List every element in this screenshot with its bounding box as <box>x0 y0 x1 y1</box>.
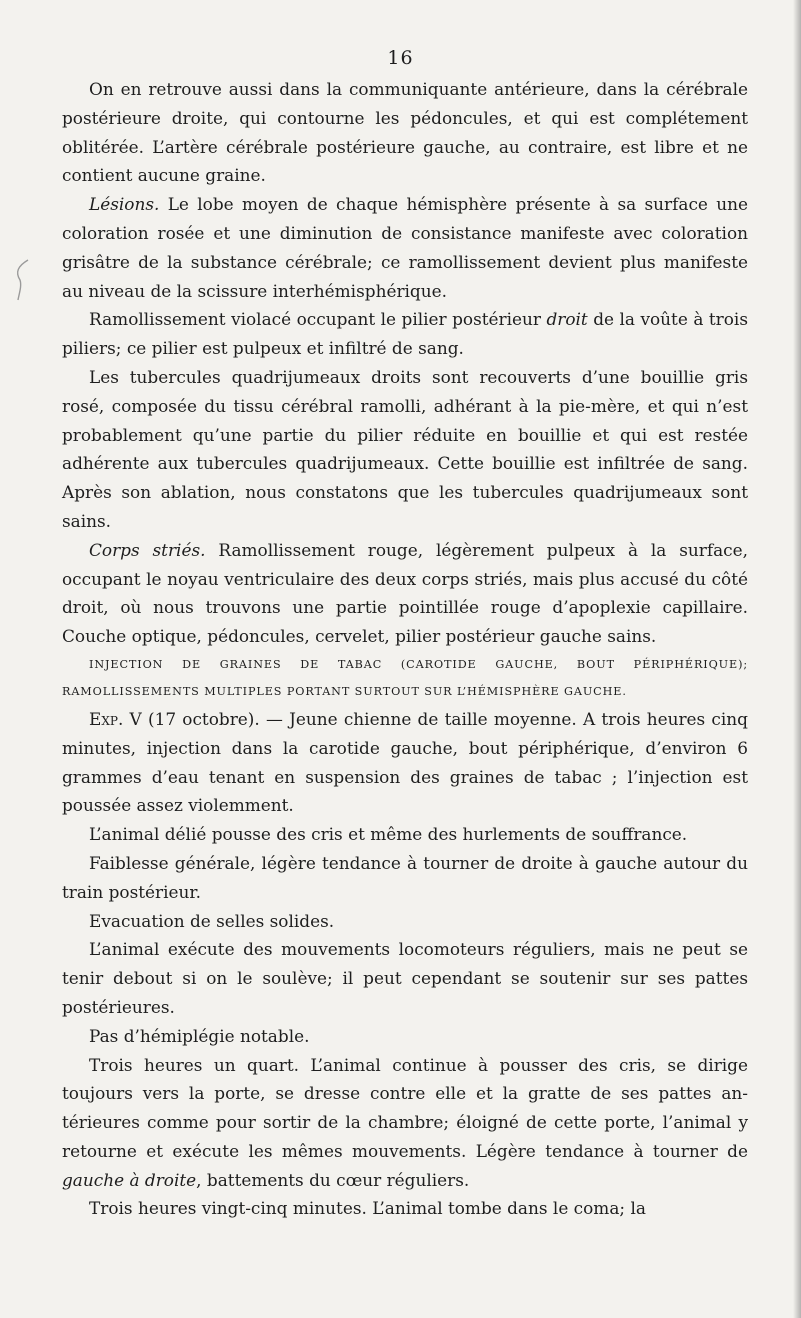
pencil-mark-icon <box>12 258 30 302</box>
emphasis: droit <box>546 309 588 330</box>
paragraph-label: Corps striés. <box>89 539 206 560</box>
paragraph-text: , battements du cœur réguliers. <box>196 1169 470 1190</box>
paragraph-text: Ramollissement violacé occupant le pilier postérieur <box>89 309 547 330</box>
emphasis: gauche à droite <box>62 1169 197 1190</box>
paragraph: Faiblesse générale, légère tendance à tourner de droite à gauche autour du train postérieur. <box>62 852 748 902</box>
paragraph: Les tubercules quadrijumeaux droits sont recouverts d’une bouillie gris rosé, composée du tissu cérébral ramolli, adhérant à la pie-mère, et qui n’est probablement qu’une partie du pilier réduite en bouillie et qui est restée adhérente aux tubercules quadrijumeaux. Cette bouillie est infiltrée de sang. Après son ablation, nous constatons que les tubercules quadrijumeaux sont sains. <box>62 366 748 531</box>
page-edge-shadow <box>793 0 801 1318</box>
paragraph: Evacuation de selles solides. <box>89 910 335 931</box>
paragraph: L’animal exécute des mouvements locomoteurs réguliers, mais ne peut se tenir debout si on le soulève; il peut cependant se soutenir sur ses pattes postérieures. <box>62 939 748 1017</box>
document-body <box>62 75 748 1223</box>
paragraph-text: Trois heures un quart. L’animal continue à pousser des cris, se dirige toujours vers la porte, se dresse contre elle et la gratte de ses pattes antérieures comme pour sortir de la chambre; éloigné de cette porte, l’animal y retourne et exécute les mêmes mouvements. Légère tendance à tourner de <box>62 1054 748 1161</box>
section-heading: INJECTION DE GRAINES DE TABAC (CAROTIDE GAUCHE, BOUT PÉRIPHÉRIQUE); RAMOLLISSEMENTS MULTIPLES PORTANT SURTOUT SUR L’HÉMISPHÈRE GAUCHE. <box>62 657 748 698</box>
paragraph: Pas d’hémiplégie notable. <box>89 1025 310 1046</box>
paragraph: Trois heures vingt-cinq minutes. L’animal tombe dans le coma; la <box>89 1198 646 1219</box>
page-number: 16 <box>387 47 414 69</box>
paragraph: L’animal délié pousse des cris et même des hurlements de souffrance. <box>89 824 688 845</box>
paragraph <box>62 190 748 305</box>
paragraph <box>62 536 748 651</box>
paragraph: On en retrouve aussi dans la communiquante antérieure, dans la cérébrale postérieure droite, qui contourne les pédoncules, et qui est complétement oblitérée. L’artère cérébrale postérieure gauche, au contraire, est libre et ne contient aucune graine. <box>62 79 748 186</box>
paragraph <box>62 1051 748 1195</box>
paragraph <box>62 305 748 363</box>
paragraph-text: Ramollissement rouge, légèrement pulpeux à la surface, occupant le noyau ventriculaire des deux corps striés, mais plus accusé du côté droit, où nous trouvons une partie pointillée rouge d’apoplexie capillaire. Couche optique, pédoncules, cervelet, pilier postérieur gauche sains. <box>62 539 748 647</box>
paragraph-text: de la voûte à trois piliers; ce pilier est pulpeux et infiltré de sang. <box>62 309 748 359</box>
paragraph-text: Le lobe moyen de chaque hémisphère présente à sa surface une coloration rosée et une diminution de consistance manifeste avec coloration grisâtre de la substance cérébrale; ce ramollissement devient plus manifeste au niveau de la scissure interhémisphérique. <box>62 194 748 301</box>
paragraph <box>62 705 748 820</box>
experiment-label: Exp. <box>89 708 124 729</box>
paragraph-text: V (17 octobre). — Jeune chienne de taille moyenne. A trois heures cinq minutes, injection dans la carotide gauche, bout périphérique, d’environ 6 grammes d’eau tenant en suspension des graines de tabac ; l’injection est poussée assez violemment. <box>62 708 748 816</box>
paragraph-label: Lésions. <box>89 194 160 215</box>
